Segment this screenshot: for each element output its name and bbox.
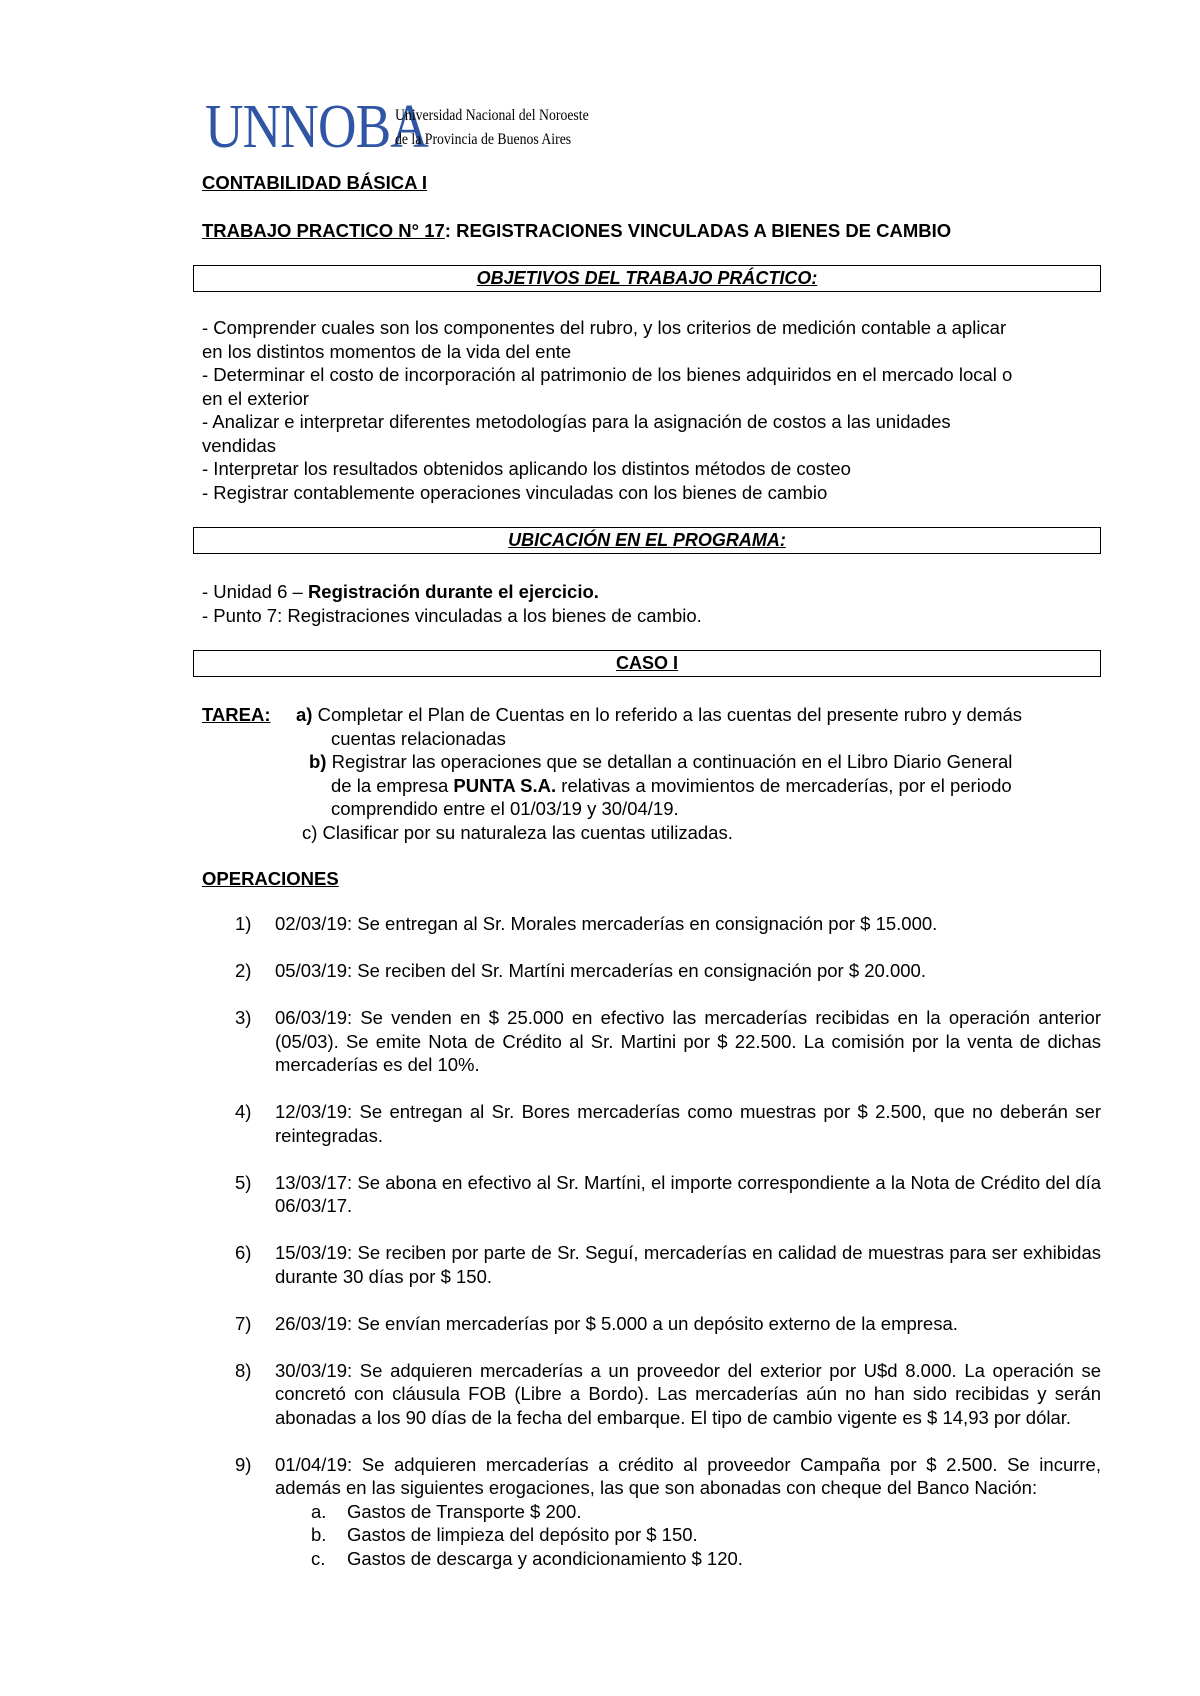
operation-item: 7) 26/03/19: Se envían mercaderías por $ 5.000 a un depósito externo de la empresa.	[235, 1312, 958, 1334]
operation-item: 6) 15/03/19: Se reciben por parte de Sr. Seguí, mercaderías en calidad de muestras para ser exhibidas durante 30 días por $ 150.	[235, 1242, 1101, 1287]
university-logo	[205, 93, 620, 161]
task-b-cont-2: comprendido entre el 01/03/19 y 30/04/19.	[331, 798, 679, 819]
objective-line: - Registrar contablemente operaciones vinculadas con los bienes de cambio	[202, 481, 828, 503]
logo-subtitle	[395, 104, 589, 152]
task-a-cont: cuentas relacionadas	[331, 727, 506, 749]
operation-sub-item: b. Gastos de limpieza del depósito por $ 150.	[311, 1524, 698, 1545]
objective-line: vendidas	[202, 434, 277, 456]
objective-line: - Determinar el costo de incorporación al patrimonio de los bienes adquiridos en el mercado local o	[202, 364, 1013, 385]
operation-item: 8) 30/03/19: Se adquieren mercaderías a un proveedor del exterior por U$d 8.000. La operación se concretó con cláusula FOB (Libre a Bordo). Las mercaderías aún no han sido recibidas y serán abonadas a los 90 días de la fecha del embarque. El tipo de cambio vigente es $ 14,93 por dólar.	[235, 1359, 1101, 1428]
case-heading-box	[193, 650, 1101, 677]
logo-mark: UNNOBA	[205, 93, 428, 161]
task-c: c) Clasificar por su naturaleza las cuentas utilizadas.	[302, 821, 733, 843]
practice-number: TRABAJO PRACTICO N° 17	[202, 220, 445, 241]
operations-heading: OPERACIONES	[202, 868, 339, 889]
operation-item: 9) 01/04/19: Se adquieren mercaderías a crédito al proveedor Campaña por $ 2.500. Se incurre, además en las siguientes erogaciones, las que son abonadas con cheque del Banco Nación:	[235, 1453, 1101, 1498]
operation-item: 5) 13/03/17: Se abona en efectivo al Sr. Martíni, el importe correspondiente a la Nota de Crédito del día 06/03/17.	[235, 1171, 1101, 1216]
case-heading: CASO I	[615, 653, 678, 673]
course-title: CONTABILIDAD BÁSICA I	[202, 172, 428, 193]
objective-line: - Interpretar los resultados obtenidos aplicando los distintos métodos de costeo	[202, 458, 851, 479]
objective-line: en los distintos momentos de la vida del ente	[202, 340, 572, 362]
task-b-cont: de la empresa PUNTA S.A. relativas a movimientos de mercaderías, por el periodo	[331, 774, 1012, 796]
operations-list	[235, 912, 1101, 1570]
practice-title	[202, 219, 951, 243]
objectives-heading: OBJETIVOS DEL TRABAJO PRÁCTICO:	[476, 268, 818, 288]
objectives-heading-box	[193, 265, 1101, 292]
logo-line-1: Universidad Nacional del Noroeste	[395, 107, 589, 124]
program-heading: UBICACIÓN EN EL PROGRAMA:	[508, 530, 786, 550]
task-label: TAREA:	[202, 704, 271, 725]
program-unit: - Unidad 6 – Registración durante el ejercicio.	[202, 581, 599, 602]
task-a: a) Completar el Plan de Cuentas en lo referido a las cuentas del presente rubro y demás	[296, 704, 1023, 725]
operation-sub-item: c. Gastos de descarga y acondicionamiento $ 120.	[311, 1547, 743, 1569]
logo-line-2: de la Provincia de Buenos Aires	[395, 131, 572, 148]
objective-line: en el exterior	[202, 387, 309, 409]
objectives-list	[202, 316, 1102, 504]
operation-item: 3) 06/03/19: Se venden en $ 25.000 en efectivo las mercaderías recibidas en la operación anterior (05/03). Se emite Nota de Crédito al Sr. Martini por $ 22.500. La comisión por la venta de dichas mercaderías es del 10%.	[235, 1007, 1101, 1075]
program-point: - Punto 7: Registraciones vinculadas a los bienes de cambio.	[202, 604, 702, 626]
task-b: b) Registrar las operaciones que se detallan a continuación en el Libro Diario General	[309, 751, 1013, 772]
practice-subject: : REGISTRACIONES VINCULADAS A BIENES DE CAMBIO	[444, 220, 952, 241]
operation-item: 2) 05/03/19: Se reciben del Sr. Martíni mercaderías en consignación por $ 20.000.	[235, 960, 926, 981]
objective-line: - Analizar e interpretar diferentes metodologías para la asignación de costos a las unidades	[202, 411, 951, 432]
objective-line: - Comprender cuales son los componentes del rubro, y los criterios de medición contable a aplicar	[202, 317, 1007, 338]
program-details	[202, 580, 1102, 627]
task-section	[202, 703, 1102, 844]
operation-item: 4) 12/03/19: Se entregan al Sr. Bores mercaderías como muestras por $ 2.500, que no deberán ser reintegradas.	[235, 1101, 1101, 1146]
operation-sub-item: a. Gastos de Transporte $ 200.	[311, 1500, 582, 1522]
program-heading-box	[193, 527, 1101, 554]
operation-item: 1) 02/03/19: Se entregan al Sr. Morales mercaderías en consignación por $ 15.000.	[235, 913, 938, 934]
